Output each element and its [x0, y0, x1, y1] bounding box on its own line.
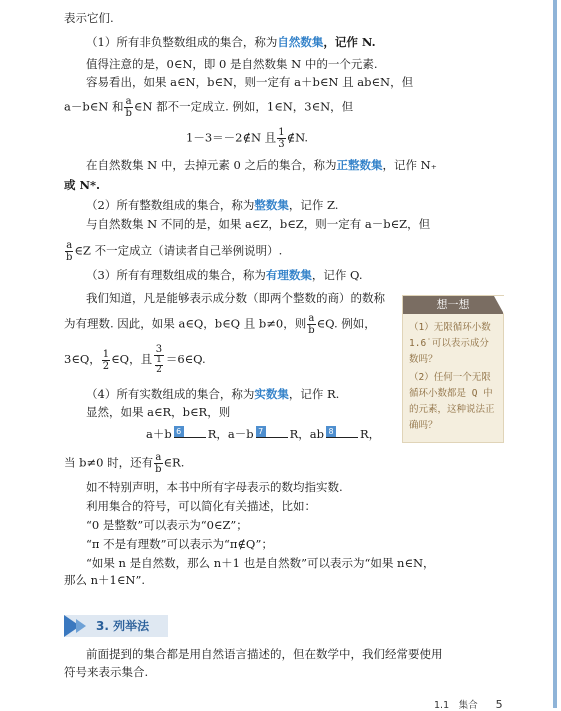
think-box-title: 想一想: [403, 296, 503, 314]
text-line: a－b∈N 和 $\frac{a}{b}$ ∈N 都不一定成立. 例如，1∈N，3∈N，但: [64, 96, 354, 119]
fraction: $\frac{1}{3}$: [278, 127, 285, 150]
text-line: 显然，如果 a∈R，b∈R，则: [86, 405, 231, 419]
text-line: （3）所有有理数组成的集合，称为有理数集，记作 Q.: [86, 268, 363, 282]
text-line: 3∈Q， $\frac{1}{2}$ ∈Q，且 $\frac{3}{\frac{1}{2}}$ ＝6∈Q.: [64, 344, 206, 375]
page-footer: [434, 697, 503, 711]
text-line: 我们知道，凡是能够表示成分数（即两个整数的商）的数称: [86, 291, 385, 305]
text-line: “0 是整数”可以表示为“0∈Z”；: [86, 518, 248, 532]
keyword: 有理数集: [265, 268, 312, 282]
arrow-icon: [76, 619, 86, 633]
compound-fraction: $\frac{3}{\frac{1}{2}}$: [155, 344, 163, 375]
blank-number: 8: [326, 426, 336, 437]
answer-blank[interactable]: [256, 426, 288, 438]
answer-blank[interactable]: [174, 426, 206, 438]
keyword: 整数集: [254, 198, 289, 212]
text-line: 当 b≠0 时，还有 $\frac{a}{b}$ ∈R.: [64, 452, 185, 475]
blank-number: 7: [256, 426, 266, 437]
think-box-question: （2）任何一个无限循环小数都是 Q 中的元素，这种说法正确吗？: [409, 372, 495, 431]
text-line: （2）所有整数组成的集合，称为整数集，记作 Z.: [86, 198, 339, 212]
fraction: $\frac{a}{b}$: [66, 240, 73, 263]
text-line: 与自然数集 N 不同的是，如果 a∈Z，b∈Z，则一定有 a－b∈Z，但: [86, 217, 431, 231]
math-display: 1－3＝－2∉N 且 $\frac{1}{3}$ ∉N.: [186, 127, 309, 150]
fraction: $\frac{a}{b}$: [155, 452, 162, 475]
fraction: $\frac{1}{2}$: [102, 348, 110, 372]
text-line: 符号来表示集合.: [64, 665, 149, 679]
chapter-label: 1.1 集合: [434, 700, 478, 711]
keyword: 自然数集: [277, 35, 324, 49]
text-line: 前面提到的集合都是用自然语言描述的，但在数学中，我们经常要使用: [86, 647, 443, 661]
section-title: 3. 列举法: [96, 619, 150, 633]
keyword: 正整数集: [336, 158, 383, 172]
text-line: 那么 n＋1∈N”.: [64, 573, 145, 587]
text-line: （4）所有实数组成的集合，称为实数集，记作 R.: [86, 387, 340, 401]
text-line: 容易看出，如果 a∈N，b∈N，则一定有 a＋b∈N 且 ab∈N，但: [86, 75, 414, 89]
blank-number: 6: [174, 426, 184, 437]
text-line: 表示它们.: [64, 11, 114, 25]
section-heading: [64, 615, 168, 637]
math-display: a＋b 6 R，a－b 7 R，ab 8 R，: [146, 427, 381, 441]
text-line: 如不特别声明，本书中所有字母表示的数均指实数.: [86, 480, 343, 494]
fraction: $\frac{a}{b}$: [125, 96, 132, 119]
page-number: 5: [495, 698, 503, 711]
text-line: 在自然数集 N 中，去掉元素 0 之后的集合，称为正整数集，记作 N₊: [86, 158, 437, 172]
text-line: “π 不是有理数”可以表示为“π∉Q”；: [86, 537, 273, 551]
text-line: （1）所有非负整数组成的集合，称为自然数集，记作 N.: [86, 35, 376, 49]
text-line: 或 N*.: [64, 178, 101, 192]
think-box: [402, 295, 504, 443]
text-line: 利用集合的符号，可以简化有关描述，比如：: [86, 499, 316, 513]
think-box-question: （1）无限循环小数 1.6̇ 可以表示成分数吗？: [409, 322, 491, 365]
keyword: 实数集: [254, 387, 289, 401]
text-line: 为有理数. 因此，如果 a∈Q，b∈Q 且 b≠0，则 $\frac{a}{b}$ ∈Q. 例如，: [64, 313, 376, 336]
answer-blank[interactable]: [326, 426, 358, 438]
fraction: $\frac{a}{b}$: [308, 313, 315, 336]
text-line: “如果 n 是自然数，那么 n＋1 也是自然数”可以表示为“如果 n∈N，: [86, 556, 435, 570]
text-line: $\frac{a}{b}$ ∈Z 不一定成立（请读者自己举例说明）.: [66, 240, 283, 263]
text-line: 值得注意的是，0∈N，即 0 是自然数集 N 中的一个元素.: [86, 57, 378, 71]
